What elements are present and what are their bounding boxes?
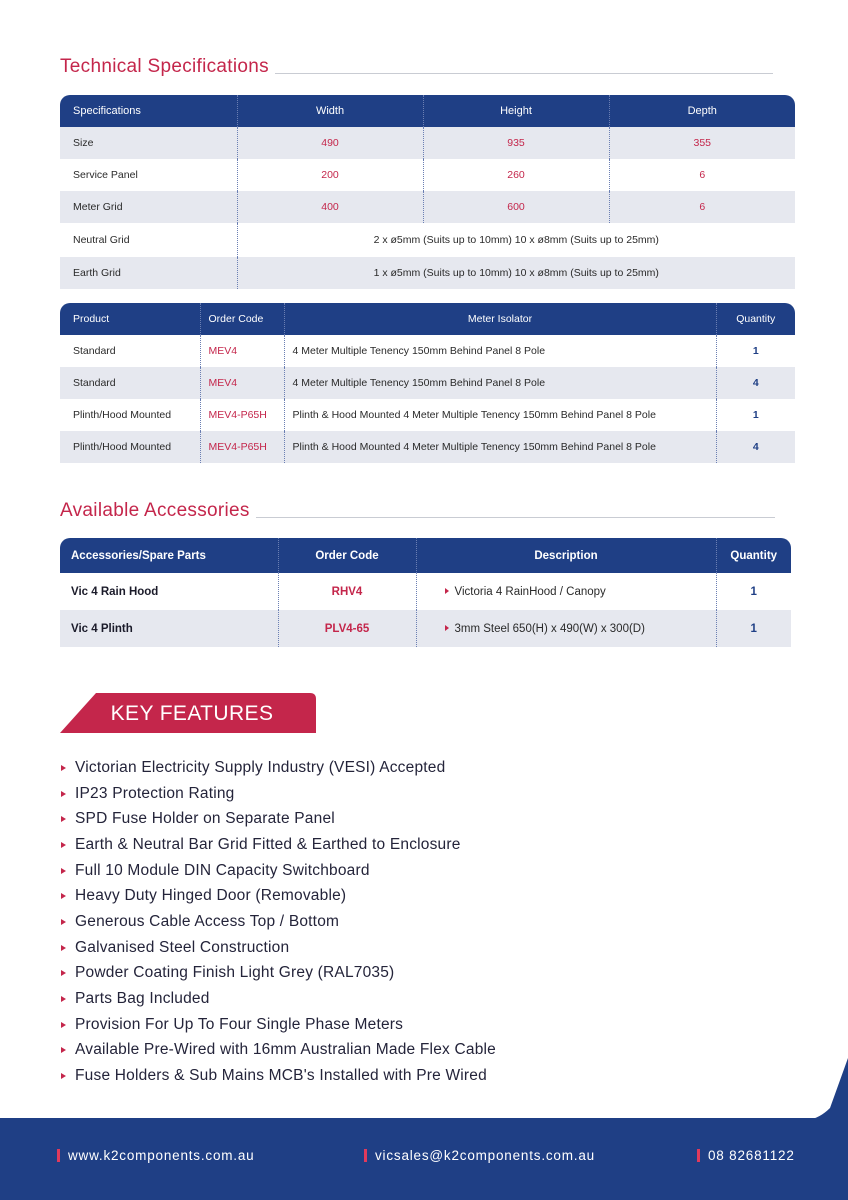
grid-spec-value: 2 x ø5mm (Suits up to 10mm) 10 x ø8mm (Suits up to 25mm) bbox=[237, 223, 795, 257]
feature-text: IP23 Protection Rating bbox=[75, 784, 235, 802]
phone-link[interactable]: 08 82681122 bbox=[708, 1148, 795, 1163]
table-row bbox=[60, 573, 791, 610]
bar-icon bbox=[364, 1149, 367, 1162]
spec-depth: 6 bbox=[609, 191, 795, 223]
bullet-icon bbox=[61, 791, 66, 797]
spec-table bbox=[60, 95, 795, 289]
feature-text: Available Pre-Wired with 16mm Australian Made Flex Cable bbox=[75, 1041, 496, 1059]
bullet-icon bbox=[61, 919, 66, 925]
part-name: Vic 4 Rain Hood bbox=[71, 585, 159, 598]
list-item bbox=[60, 883, 496, 909]
feature-text: Galvanised Steel Construction bbox=[75, 938, 290, 956]
bullet-icon bbox=[61, 842, 66, 848]
spec-depth: 6 bbox=[609, 159, 795, 191]
spec-header-row bbox=[60, 95, 795, 127]
table-row bbox=[60, 127, 795, 159]
feature-text: SPD Fuse Holder on Separate Panel bbox=[75, 810, 335, 828]
bullet-icon bbox=[445, 588, 449, 594]
corner-decoration bbox=[786, 1058, 848, 1120]
bullet-icon bbox=[445, 625, 449, 631]
product-name: Standard bbox=[73, 377, 116, 389]
footer bbox=[0, 1118, 848, 1200]
feature-text: Parts Bag Included bbox=[75, 990, 210, 1008]
accessories-heading bbox=[60, 500, 775, 522]
accessories-col-header: Quantity bbox=[716, 538, 791, 573]
product-name: Standard bbox=[73, 345, 116, 357]
order-code: MEV4 bbox=[200, 335, 284, 367]
spec-col-header: Specifications bbox=[73, 105, 141, 117]
heading-rule bbox=[256, 517, 775, 518]
spec-label: Size bbox=[73, 137, 94, 149]
list-item bbox=[60, 1012, 496, 1038]
spec-col-header: Depth bbox=[609, 95, 795, 127]
bullet-icon bbox=[61, 1022, 66, 1028]
list-item bbox=[60, 1063, 496, 1089]
description-cell bbox=[416, 573, 716, 610]
table-row bbox=[60, 399, 795, 431]
bullet-icon bbox=[61, 1073, 66, 1079]
part-name: Vic 4 Plinth bbox=[71, 622, 133, 635]
list-item bbox=[60, 832, 496, 858]
quantity: 1 bbox=[716, 399, 795, 431]
feature-text: Earth & Neutral Bar Grid Fitted & Earthed to Enclosure bbox=[75, 835, 461, 853]
bullet-icon bbox=[61, 893, 66, 899]
list-item bbox=[60, 961, 496, 987]
tech-specs-heading bbox=[60, 56, 773, 78]
footer-phone[interactable] bbox=[697, 1148, 795, 1163]
spec-depth: 355 bbox=[609, 127, 795, 159]
grid-spec-value: 1 x ø5mm (Suits up to 10mm) 10 x ø8mm (Suits up to 25mm) bbox=[237, 257, 795, 289]
quantity: 1 bbox=[716, 610, 791, 647]
table-row bbox=[60, 159, 795, 191]
meter-isolator: Plinth & Hood Mounted 4 Meter Multiple Tenency 150mm Behind Panel 8 Pole bbox=[284, 431, 716, 463]
order-code: PLV4-65 bbox=[278, 610, 416, 647]
spec-width: 400 bbox=[237, 191, 423, 223]
footer-email[interactable] bbox=[364, 1148, 595, 1163]
accessories-col-header: Description bbox=[416, 538, 716, 573]
description: Victoria 4 RainHood / Canopy bbox=[454, 585, 606, 598]
key-features-list bbox=[60, 755, 496, 1089]
email-link[interactable]: vicsales@k2components.com.au bbox=[375, 1148, 595, 1163]
feature-text: Heavy Duty Hinged Door (Removable) bbox=[75, 887, 347, 905]
list-item bbox=[60, 858, 496, 884]
description-cell bbox=[416, 610, 716, 647]
quantity: 1 bbox=[716, 573, 791, 610]
feature-text: Full 10 Module DIN Capacity Switchboard bbox=[75, 861, 370, 879]
list-item bbox=[60, 935, 496, 961]
website-link[interactable]: www.k2components.com.au bbox=[68, 1148, 255, 1163]
list-item bbox=[60, 806, 496, 832]
feature-text: Generous Cable Access Top / Bottom bbox=[75, 912, 340, 930]
order-col-header: Meter Isolator bbox=[284, 303, 716, 335]
bullet-icon bbox=[61, 945, 66, 951]
accessories-col-header: Order Code bbox=[278, 538, 416, 573]
order-header-row bbox=[60, 303, 795, 335]
key-features-banner bbox=[60, 693, 316, 733]
accessories-table bbox=[60, 538, 791, 647]
spec-label: Service Panel bbox=[73, 169, 138, 181]
order-col-header: Order Code bbox=[200, 303, 284, 335]
accessories-title: Available Accessories bbox=[60, 500, 250, 521]
footer-website[interactable] bbox=[57, 1148, 254, 1163]
order-col-header: Product bbox=[73, 313, 110, 325]
spec-height: 935 bbox=[423, 127, 609, 159]
order-code: RHV4 bbox=[278, 573, 416, 610]
bullet-icon bbox=[61, 765, 66, 771]
bullet-icon bbox=[61, 868, 66, 874]
meter-isolator: 4 Meter Multiple Tenency 150mm Behind Panel 8 Pole bbox=[284, 367, 716, 399]
spec-col-header: Height bbox=[423, 95, 609, 127]
spec-label: Neutral Grid bbox=[73, 234, 130, 246]
quantity: 4 bbox=[716, 431, 795, 463]
list-item bbox=[60, 1038, 496, 1064]
quantity: 1 bbox=[716, 335, 795, 367]
heading-rule bbox=[275, 73, 773, 74]
description: 3mm Steel 650(H) x 490(W) x 300(D) bbox=[454, 622, 645, 635]
feature-text: Fuse Holders & Sub Mains MCB's Installed with Pre Wired bbox=[75, 1067, 487, 1085]
feature-text: Powder Coating Finish Light Grey (RAL7035) bbox=[75, 964, 395, 982]
bullet-icon bbox=[61, 816, 66, 822]
bar-icon bbox=[697, 1149, 700, 1162]
bullet-icon bbox=[61, 996, 66, 1002]
order-code: MEV4-P65H bbox=[200, 431, 284, 463]
table-row bbox=[60, 191, 795, 223]
list-item bbox=[60, 986, 496, 1012]
table-row bbox=[60, 257, 795, 289]
bullet-icon bbox=[61, 970, 66, 976]
table-row bbox=[60, 431, 795, 463]
spec-label: Meter Grid bbox=[73, 201, 123, 213]
meter-isolator: 4 Meter Multiple Tenency 150mm Behind Panel 8 Pole bbox=[284, 335, 716, 367]
feature-text: Provision For Up To Four Single Phase Meters bbox=[75, 1015, 404, 1033]
feature-text: Victorian Electricity Supply Industry (VESI) Accepted bbox=[75, 758, 446, 776]
key-features-title: KEY FEATURES bbox=[110, 702, 274, 725]
meter-isolator: Plinth & Hood Mounted 4 Meter Multiple Tenency 150mm Behind Panel 8 Pole bbox=[284, 399, 716, 431]
spec-width: 200 bbox=[237, 159, 423, 191]
table-row bbox=[60, 335, 795, 367]
product-name: Plinth/Hood Mounted bbox=[73, 409, 172, 421]
order-table bbox=[60, 303, 795, 463]
spec-col-header: Width bbox=[237, 95, 423, 127]
accessories-header-row bbox=[60, 538, 791, 573]
table-row bbox=[60, 367, 795, 399]
tech-specs-title: Technical Specifications bbox=[60, 56, 269, 77]
spec-label: Earth Grid bbox=[73, 267, 121, 279]
list-item bbox=[60, 755, 496, 781]
order-code: MEV4-P65H bbox=[200, 399, 284, 431]
bullet-icon bbox=[61, 1047, 66, 1053]
quantity: 4 bbox=[716, 367, 795, 399]
spec-height: 260 bbox=[423, 159, 609, 191]
table-row bbox=[60, 223, 795, 257]
table-row bbox=[60, 610, 791, 647]
list-item bbox=[60, 909, 496, 935]
list-item bbox=[60, 781, 496, 807]
accessories-col-header: Accessories/Spare Parts bbox=[71, 549, 206, 562]
spec-width: 490 bbox=[237, 127, 423, 159]
spec-height: 600 bbox=[423, 191, 609, 223]
order-col-header: Quantity bbox=[716, 303, 795, 335]
bar-icon bbox=[57, 1149, 60, 1162]
product-name: Plinth/Hood Mounted bbox=[73, 441, 172, 453]
order-code: MEV4 bbox=[200, 367, 284, 399]
